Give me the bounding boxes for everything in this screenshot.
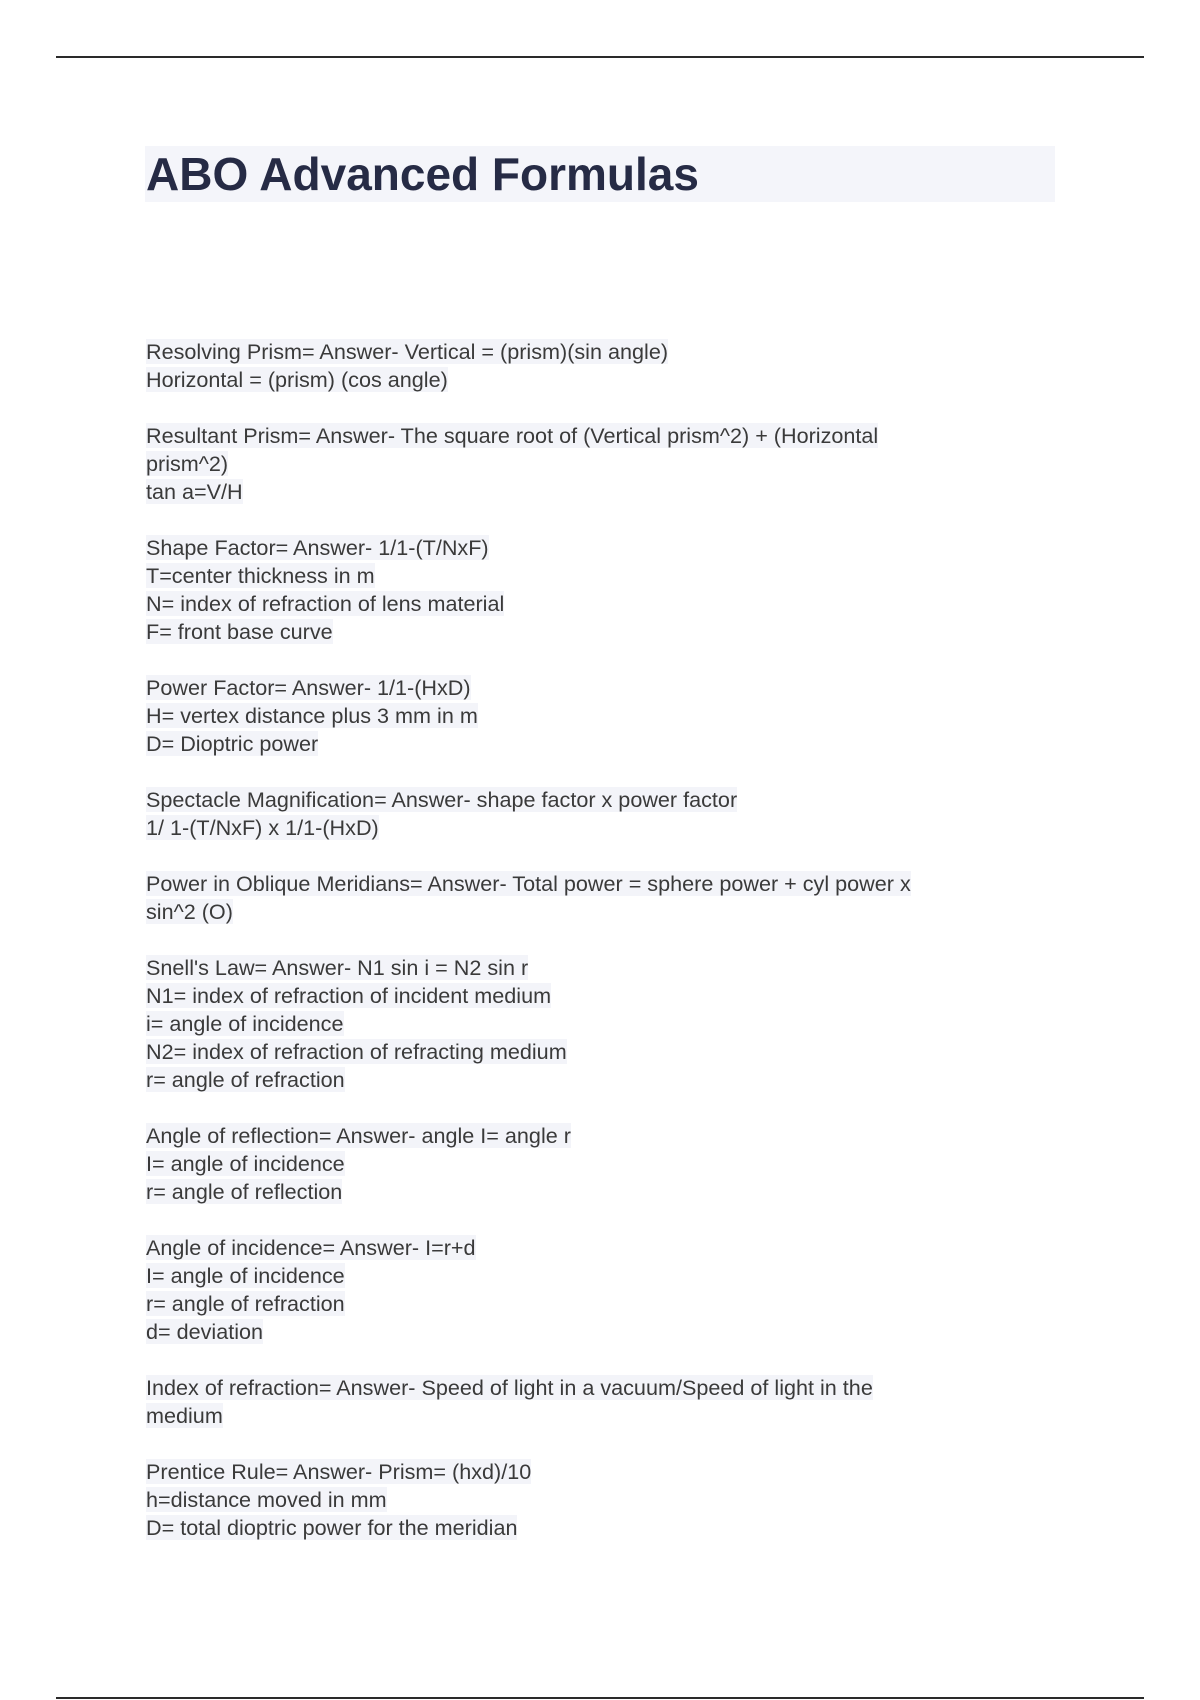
header-rule (56, 56, 1144, 58)
formula-line-text: Prentice Rule= Answer- Prism= (hxd)/10 (146, 1459, 532, 1484)
formula-detail-line (146, 618, 1046, 646)
formula-detail-line (146, 702, 1046, 730)
formula-detail-line (146, 366, 1046, 394)
formula-detail-line (146, 478, 1046, 506)
formula-line-text: 1/ 1-(T/NxF) x 1/1-(HxD) (146, 815, 379, 840)
formula-detail-line (146, 730, 1046, 758)
formula-detail-line (146, 590, 1046, 618)
formula-entry (146, 1122, 1046, 1206)
formula-detail-line (146, 562, 1046, 590)
formula-entry (146, 422, 1046, 506)
formula-line-text: Resultant Prism= Answer- The square root of (Vertical prism^2) + (Horizontal (146, 423, 879, 448)
formula-entry (146, 1234, 1046, 1346)
formula-detail-line (146, 1150, 1046, 1178)
formula-detail-line (146, 1038, 1046, 1066)
formula-line-text: prism^2) (146, 451, 229, 476)
formula-detail-line (146, 1514, 1046, 1542)
formula-question-line (146, 1234, 1046, 1262)
formula-line-text: I= angle of incidence (146, 1263, 345, 1288)
formula-line-text: Power Factor= Answer- 1/1-(HxD) (146, 675, 471, 700)
formula-entry (146, 1374, 1046, 1430)
formula-line-text: h=distance moved in mm (146, 1487, 387, 1512)
formula-question-line (146, 870, 1046, 898)
formula-detail-line (146, 1318, 1046, 1346)
formula-line-text: Spectacle Magnification= Answer- shape factor x power factor (146, 787, 738, 812)
formula-line-text: H= vertex distance plus 3 mm in m (146, 703, 478, 728)
formula-entry (146, 674, 1046, 758)
formula-line-text: Angle of incidence= Answer- I=r+d (146, 1235, 476, 1260)
formula-entry (146, 870, 1046, 926)
formula-line-text: r= angle of reflection (146, 1179, 343, 1204)
formula-detail-line (146, 898, 1046, 926)
formula-detail-line (146, 1178, 1046, 1206)
formula-detail-line (146, 982, 1046, 1010)
formula-question-line (146, 422, 1046, 450)
formula-line-text: N= index of refraction of lens material (146, 591, 505, 616)
formula-detail-line (146, 1066, 1046, 1094)
formula-detail-line (146, 1402, 1046, 1430)
footer-rule (56, 1697, 1144, 1699)
formula-detail-line (146, 1010, 1046, 1038)
formula-line-text: d= deviation (146, 1319, 264, 1344)
formula-question-line (146, 954, 1046, 982)
formula-line-text: medium (146, 1403, 223, 1428)
formula-question-line (146, 786, 1046, 814)
formula-entry (146, 338, 1046, 394)
formula-detail-line (146, 1290, 1046, 1318)
formula-question-line (146, 674, 1046, 702)
formula-question-line (146, 1122, 1046, 1150)
formula-question-line (146, 1374, 1046, 1402)
formula-line-text: N1= index of refraction of incident medium (146, 983, 552, 1008)
formula-detail-line (146, 814, 1046, 842)
formula-detail-line (146, 450, 1046, 478)
formula-entry (146, 534, 1046, 646)
formula-entry (146, 954, 1046, 1094)
formula-line-text: r= angle of refraction (146, 1067, 345, 1092)
formula-line-text: D= Dioptric power (146, 731, 319, 756)
formula-line-text: Index of refraction= Answer- Speed of light in a vacuum/Speed of light in the (146, 1375, 873, 1400)
formula-line-text: sin^2 (O) (146, 899, 233, 924)
formula-line-text: I= angle of incidence (146, 1151, 345, 1176)
formula-question-line (146, 338, 1046, 366)
formula-line-text: Horizontal = (prism) (cos angle) (146, 367, 448, 392)
formula-detail-line (146, 1486, 1046, 1514)
formula-entry (146, 786, 1046, 842)
formula-line-text: Power in Oblique Meridians= Answer- Total power = sphere power + cyl power x (146, 871, 911, 896)
formula-detail-line (146, 1262, 1046, 1290)
formula-line-text: tan a=V/H (146, 479, 243, 504)
formula-line-text: F= front base curve (146, 619, 333, 644)
formula-line-text: i= angle of incidence (146, 1011, 344, 1036)
formula-line-text: Resolving Prism= Answer- Vertical = (prism)(sin angle) (146, 339, 669, 364)
formula-question-line (146, 534, 1046, 562)
formula-list (146, 338, 1046, 1570)
formula-line-text: Angle of reflection= Answer- angle I= angle r (146, 1123, 571, 1148)
formula-line-text: r= angle of refraction (146, 1291, 345, 1316)
document-title: ABO Advanced Formulas (146, 148, 699, 200)
formula-line-text: N2= index of refraction of refracting medium (146, 1039, 567, 1064)
formula-entry (146, 1458, 1046, 1542)
formula-line-text: D= total dioptric power for the meridian (146, 1515, 518, 1540)
formula-line-text: Shape Factor= Answer- 1/1-(T/NxF) (146, 535, 489, 560)
formula-line-text: Snell's Law= Answer- N1 sin i = N2 sin r (146, 955, 529, 980)
formula-question-line (146, 1458, 1046, 1486)
formula-line-text: T=center thickness in m (146, 563, 375, 588)
